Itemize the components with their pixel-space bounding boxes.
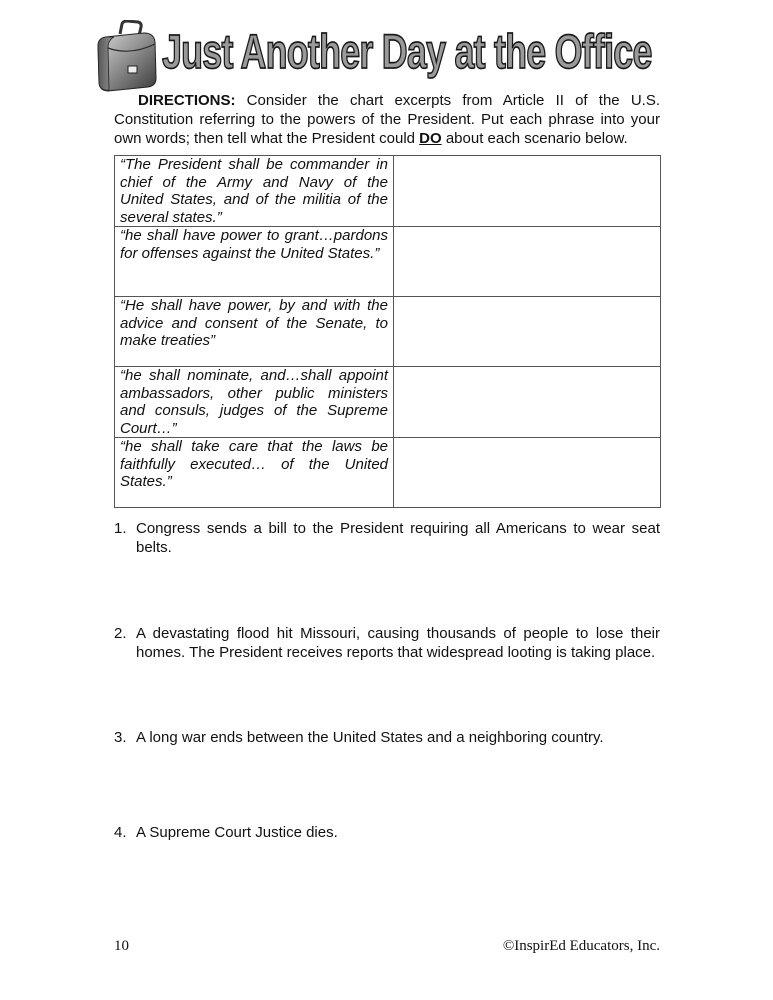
quote-cell: “he shall nominate, and…shall appoint ambassadors, other public ministers and consuls, judges of the Supreme Court…” [115, 367, 394, 438]
scenario-item [114, 519, 660, 557]
scenario-number: 2. [114, 625, 127, 642]
page-header [92, 14, 662, 94]
powers-chart [114, 155, 661, 508]
chart-row [115, 227, 661, 297]
quote-cell: “He shall have power, by and with the advice and consent of the Senate, to make treaties” [115, 297, 394, 367]
answer-cell[interactable] [394, 297, 661, 367]
directions [114, 91, 660, 148]
chart-row [115, 438, 661, 508]
answer-cell[interactable] [394, 438, 661, 508]
scenario-text: A devastating flood hit Missouri, causing thousands of people to lose their homes. The President receives reports that widespread looting is taking place. [136, 625, 660, 661]
scenario-item [114, 624, 660, 662]
scenario-text: A Supreme Court Justice dies. [136, 824, 338, 841]
scenario-number: 3. [114, 729, 127, 746]
copyright: ©InspirEd Educators, Inc. [502, 938, 660, 954]
chart-row [115, 156, 661, 227]
answer-cell[interactable] [394, 156, 661, 227]
briefcase-icon [94, 20, 158, 92]
scenario-item [114, 728, 660, 747]
chart-row [115, 367, 661, 438]
chart-row [115, 297, 661, 367]
page-title: Just Another Day at the Office [162, 24, 652, 79]
directions-label: DIRECTIONS: [138, 92, 236, 109]
answer-cell[interactable] [394, 367, 661, 438]
page-number: 10 [114, 938, 129, 954]
quote-cell: “he shall have power to grant…pardons for offenses against the United States.” [115, 227, 394, 297]
answer-cell[interactable] [394, 227, 661, 297]
scenario-number: 4. [114, 824, 127, 841]
quote-cell: “The President shall be commander in chief of the Army and Navy of the United States, and of the militia of the several states.” [115, 156, 394, 227]
directions-text-after: about each scenario below. [441, 130, 628, 147]
scenario-number: 1. [114, 520, 127, 537]
scenario-text: A long war ends between the United States and a neighboring country. [136, 729, 604, 746]
directions-emphasis: DO [419, 130, 442, 147]
scenario-text: Congress sends a bill to the President requiring all Americans to wear seat belts. [136, 520, 660, 556]
quote-cell: “he shall take care that the laws be faithfully executed… of the United States.” [115, 438, 394, 508]
scenario-item [114, 823, 660, 842]
directions-text-before: Consider the chart excerpts from Article II of the U.S. Constitution referring to the powers of the President. Put each phrase into your own words; then tell what the President could [114, 92, 660, 147]
